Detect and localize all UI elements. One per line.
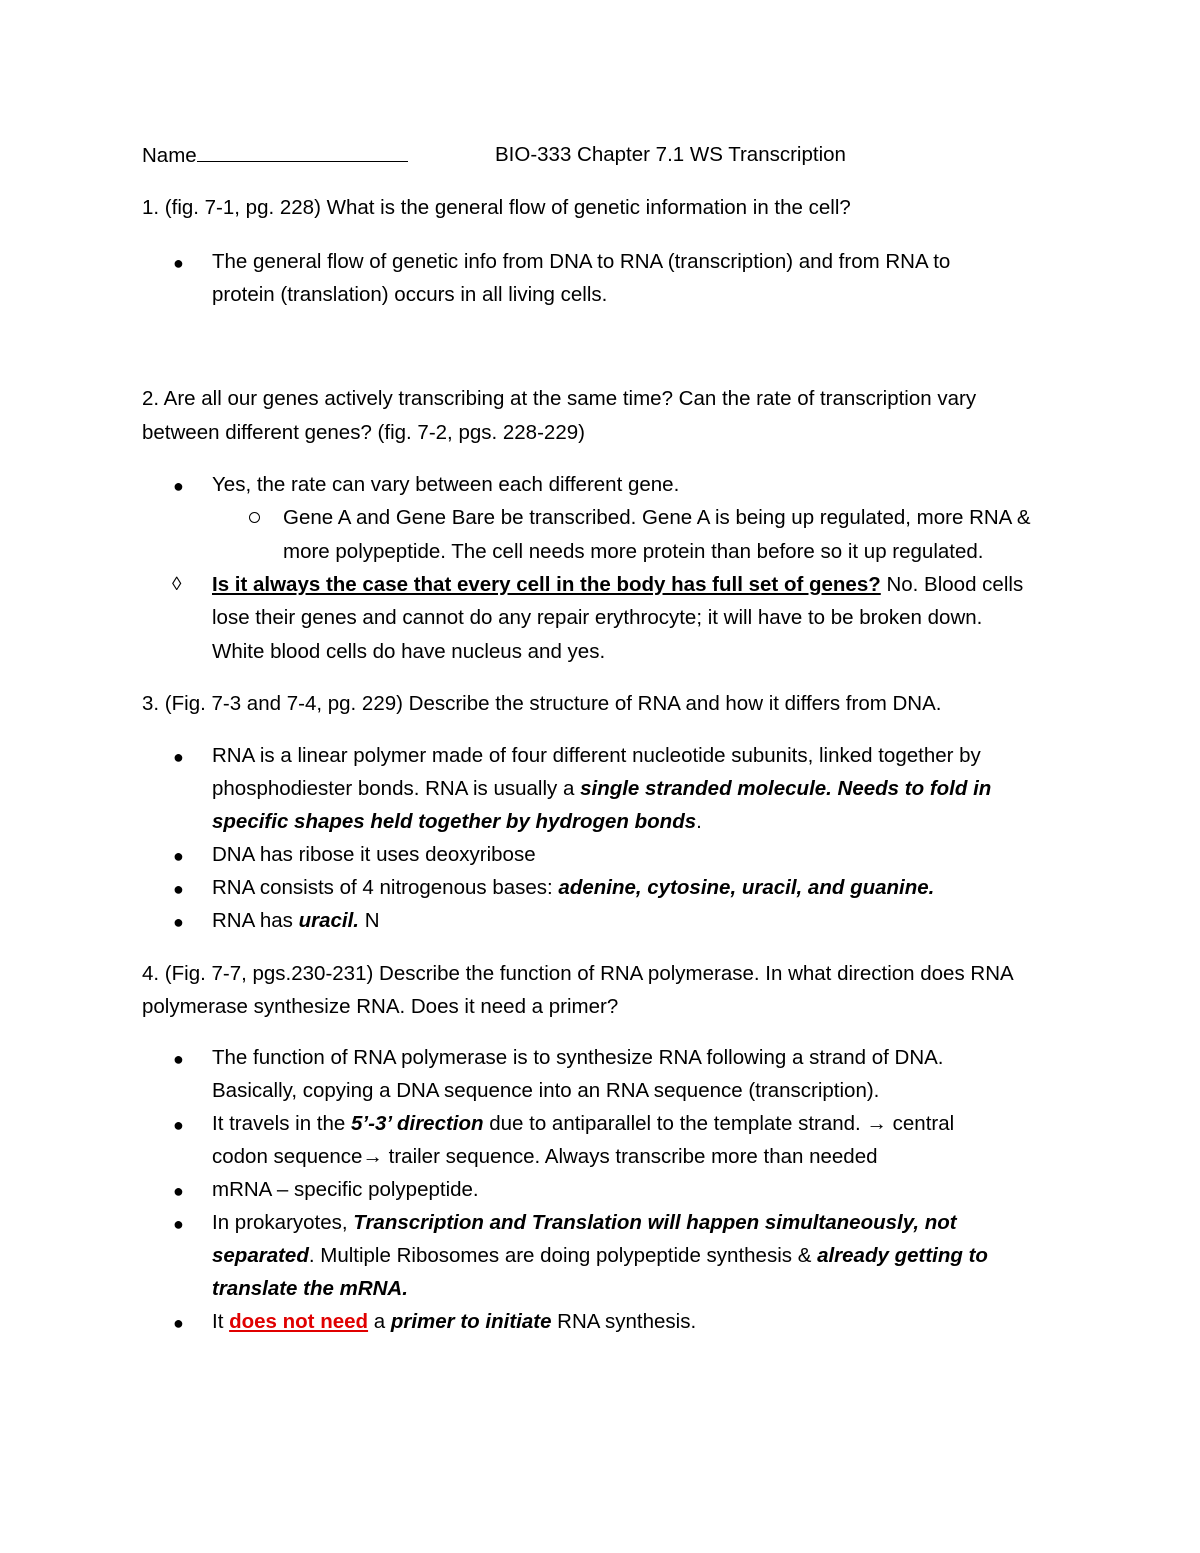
q2-answer-1: Yes, the rate can vary between each different gene.	[212, 473, 680, 496]
question-3: 3. (Fig. 7-3 and 7-4, pg. 229) Describe the structure of RNA and how it differs from DNA.	[142, 692, 942, 715]
emphasis-span: uracil.	[298, 909, 359, 932]
q4-answer-2-line-2: codon sequence→ trailer sequence. Always transcribe more than needed	[212, 1145, 878, 1168]
text-span: RNA has	[212, 909, 299, 932]
emphasis-span: Transcription and Translation will happen simultaneously, not	[353, 1211, 957, 1234]
text-span: It	[212, 1310, 230, 1333]
q3-answer-1-line-3	[212, 810, 702, 834]
q2-diamond-answer: No. Blood cells	[880, 573, 1024, 596]
text-span: In prokaryotes,	[212, 1211, 354, 1234]
page-title: BIO-333 Chapter 7.1 WS Transcription	[495, 143, 846, 166]
diamond-bullet-icon: ◊	[172, 574, 182, 595]
text-span: RNA synthesis.	[551, 1310, 697, 1333]
bullet-icon: ●	[173, 912, 184, 932]
bullet-icon: ●	[173, 1049, 184, 1069]
bullet-icon: ●	[173, 1115, 184, 1135]
q4-answer-5	[212, 1310, 696, 1334]
question-4-line-1: 4. (Fig. 7-7, pgs.230-231) Describe the function of RNA polymerase. In what direction does RNA	[142, 962, 1014, 985]
emphasis-span: specific shapes held together by hydrogen bonds	[212, 810, 697, 833]
q2-sub-answer-line-2: more polypeptide. The cell needs more protein than before so it up regulated.	[283, 540, 984, 563]
text-span: N	[359, 909, 380, 932]
question-2-line-2: between different genes? (fig. 7-2, pgs. 228-229)	[142, 421, 585, 444]
text-span: a	[368, 1310, 391, 1333]
text-span: .	[696, 810, 702, 833]
q1-answer-line-1: The general flow of genetic info from DNA to RNA (transcription) and from RNA to	[212, 250, 951, 273]
q4-answer-1-line-1: The function of RNA polymerase is to synthesize RNA following a strand of DNA.	[212, 1046, 944, 1069]
q3-answer-3	[212, 876, 934, 900]
q2-diamond-line-3: White blood cells do have nucleus and yes.	[212, 640, 606, 663]
q4-answer-3: mRNA – specific polypeptide.	[212, 1178, 479, 1201]
sub-bullet-circle-icon	[249, 512, 260, 523]
bullet-icon: ●	[173, 253, 184, 273]
q2-diamond-line-2: lose their genes and cannot do any repair erythrocyte; it will have to be broken down.	[212, 606, 983, 629]
bullet-icon: ●	[173, 879, 184, 899]
bullet-icon: ●	[173, 747, 184, 767]
q2-diamond-question: Is it always the case that every cell in the body has full set of genes?	[212, 573, 881, 596]
q2-sub-answer-line-1: Gene A and Gene Bare be transcribed. Gene A is being up regulated, more RNA &	[283, 506, 1031, 529]
emphasis-span: primer to initiate	[390, 1310, 552, 1333]
bullet-icon: ●	[173, 1313, 184, 1333]
q1-answer-line-2: protein (translation) occurs in all living cells.	[212, 283, 608, 306]
text-span: RNA consists of 4 nitrogenous bases:	[212, 876, 559, 899]
emphasis-span: translate the mRNA.	[212, 1277, 408, 1300]
text-span: . Multiple Ribosomes are doing polypeptide synthesis &	[308, 1244, 818, 1267]
bullet-icon: ●	[173, 1181, 184, 1201]
red-emphasis-span: does not need	[229, 1310, 369, 1333]
bullet-icon: ●	[173, 846, 184, 866]
question-2-line-1: 2. Are all our genes actively transcribing at the same time? Can the rate of transcription vary	[142, 387, 977, 410]
q3-answer-2: DNA has ribose it uses deoxyribose	[212, 843, 536, 866]
question-4-line-2: polymerase synthesize RNA. Does it need a primer?	[142, 995, 619, 1018]
name-label: Name	[142, 144, 197, 167]
q4-answer-2-line-1	[212, 1112, 954, 1136]
q3-answer-4	[212, 909, 380, 933]
q4-answer-4-line-3	[212, 1277, 408, 1301]
q3-answer-1-line-1: RNA is a linear polymer made of four different nucleotide subunits, linked together by	[212, 744, 981, 767]
emphasis-span: separated	[212, 1244, 309, 1267]
text-span: It travels in the	[212, 1112, 352, 1135]
emphasis-span: single stranded molecule. Needs to fold in	[580, 777, 992, 800]
emphasis-span: adenine, cytosine, uracil, and guanine.	[558, 876, 935, 899]
text-span: due to antiparallel to the template strand. → central	[483, 1112, 955, 1135]
emphasis-span: already getting to	[817, 1244, 988, 1267]
bullet-icon: ●	[173, 476, 184, 496]
bullet-icon: ●	[173, 1214, 184, 1234]
text-span: phosphodiester bonds. RNA is usually a	[212, 777, 581, 800]
q4-answer-4-line-1	[212, 1211, 957, 1235]
emphasis-span: 5’-3’ direction	[351, 1112, 484, 1135]
q4-answer-1-line-2: Basically, copying a DNA sequence into an RNA sequence (transcription).	[212, 1079, 880, 1102]
q4-answer-4-line-2	[212, 1244, 988, 1268]
q3-answer-1-line-2	[212, 777, 991, 801]
name-blank-line	[197, 143, 408, 162]
name-field	[142, 143, 408, 168]
q2-diamond-line-1	[212, 573, 1023, 597]
question-1: 1. (fig. 7-1, pg. 228) What is the general flow of genetic information in the cell?	[142, 196, 851, 219]
